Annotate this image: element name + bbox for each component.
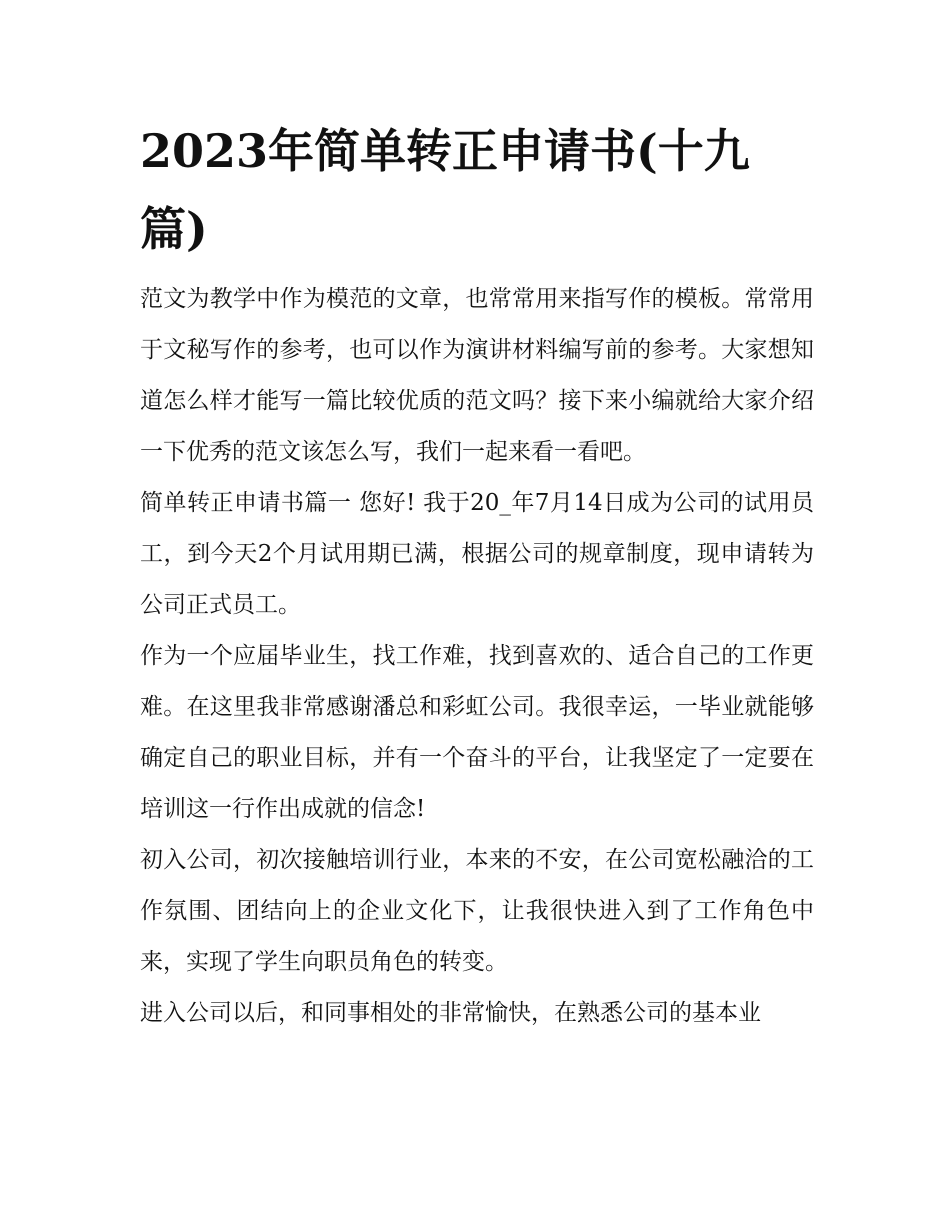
paragraph-colleagues: 进入公司以后，和同事相处的非常愉快，在熟悉公司的基本业 bbox=[140, 1000, 761, 1026]
paragraph-intro: 范文为教学中作为模范的文章，也常常用来指写作的模板。常常用于文秘写作的参考，也可以作为演讲材料编写前的参考。大家想知道怎么样才能写一篇比较优质的范文吗？接下来小编就给大家介绍一下优秀的范文该怎么写，我们一起来看一看吧。 bbox=[140, 286, 814, 465]
paragraph-gratitude: 作为一个应届毕业生，找工作难，找到喜欢的、适合自己的工作更难。在这里我非常感谢潘总和彩虹公司。我很幸运，一毕业就能够确定自己的职业目标，并有一个奋斗的平台，让我坚定了一定要在培训这一行作出成就的信念! bbox=[140, 643, 814, 822]
paragraph-adaptation: 初入公司，初次接触培训行业，本来的不安，在公司宽松融洽的工作氛围、团结向上的企业文化下，让我很快进入到了工作角色中来，实现了学生向职员角色的转变。 bbox=[140, 847, 814, 975]
document-title: 2023年简单转正申请书(十九篇) bbox=[140, 124, 750, 256]
paragraph-application: 简单转正申请书篇一 您好! 我于20_年7月14日成为公司的试用员工，到今天2个月试用期已满，根据公司的规章制度，现申请转为公司正式员工。 bbox=[140, 490, 814, 618]
document-body bbox=[140, 274, 814, 1039]
